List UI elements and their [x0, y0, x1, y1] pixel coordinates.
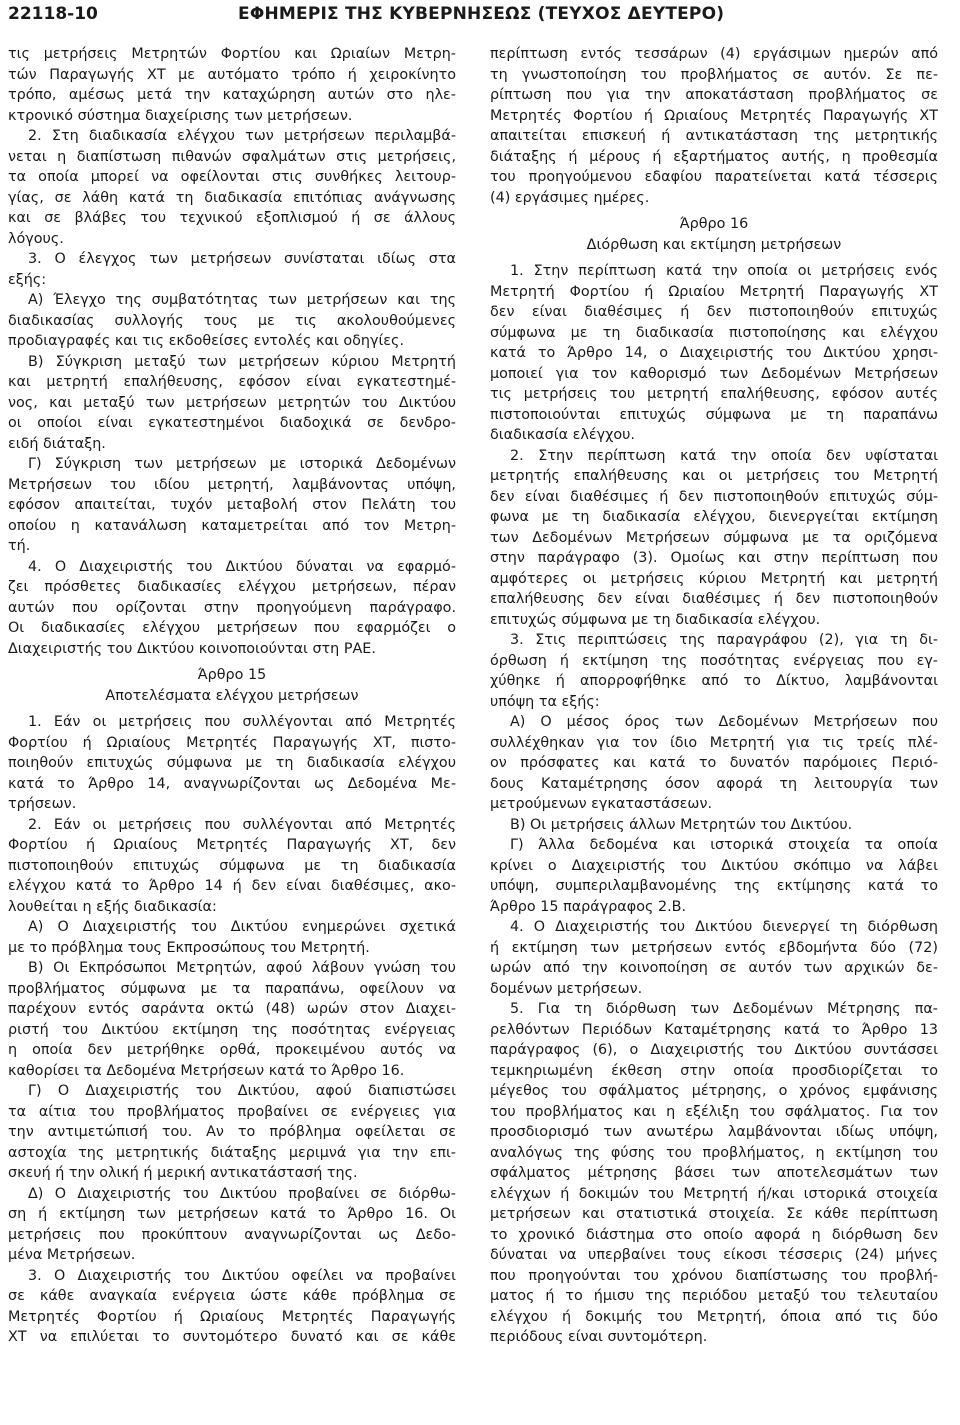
text-line: μετρήσεις που προκύπτουν αναγνωρίζονται ως Δεδο- [8, 1226, 456, 1243]
text-line: κρίνει ο Διαχειριστής του Δικτύου σκόπιμο να λάβει [490, 857, 938, 874]
text-line: οποίου η κατανάλωση καταμετρείται από τον Μετρη- [8, 517, 456, 534]
text-line: ελέγχων ή δοκιμών του Μετρητή ή/και ιστορικά στοιχεία [490, 1185, 938, 1202]
article-heading: Άρθρο 16 [679, 216, 749, 232]
text-line: Μετρητές Φορτίου ή Ωριαίους Μετρητές Παραγωγής ΧΤ [490, 107, 938, 124]
text-line: τεμκηριωμένη έκθεση στην οποία προσδιορίζεται το [490, 1062, 938, 1079]
text-line: του προηγούμενου εδαφίου παρατείνεται κατά τέσσερις [490, 169, 938, 185]
text-line: μέγεθος του σφάλματος μέτρησης, ο χρόνος εμφάνισης [490, 1083, 938, 1099]
text-line: διαδικασίας συλλογής τους με τις ακολουθούμενες [8, 312, 456, 329]
text-line: Οι διαδικασίες ελέγχου μετρήσεων που εφαρμόζει ο [8, 620, 456, 636]
text-line: τις μετρήσεις του μετρητή επαλήθευσης, εφόσον αυτές [490, 386, 938, 402]
gazette-title: ΕΦΗΜΕΡΙΣ ΤΗΣ ΚΥΒΕΡΝΗΣΕΩΣ (ΤΕΥΧΟΣ ΔΕΥΤΕΡΟ) [238, 4, 725, 24]
text-line: 1. Εάν οι μετρήσεις που συλλέγονται από Μετρητές [28, 714, 456, 730]
text-line: (4) εργάσιμες ημέρες. [490, 189, 650, 206]
text-line: Δ) Ο Διαχειριστής του Δικτύου προβαίνει σε διόρθω- [28, 1185, 456, 1202]
text-line: δεν είναι διαθέσιμες ή δεν πιστοποιηθούν επιτυχώς [490, 304, 938, 320]
text-line: 2. Στην περίπτωση κατά την οποία δεν υφίσταται [510, 447, 938, 464]
right-column [490, 44, 938, 1348]
text-line: των Δεδομένων Μετρήσεων σύμφωνα με τα οριζόμενα [490, 529, 938, 546]
text-line: στην παράγραφο (3). Ομοίως και στην περίπτωση που [490, 550, 938, 566]
text-line: οι οποίοι είναι εγκατεστημένοι διαδοχικά σε δενδρο- [8, 415, 456, 431]
text-line: Γ) Σύγκριση των μετρήσεων με ιστορικά Δεδομένων [28, 456, 456, 472]
text-line: σε κάθε αναγκαία ενέργεια ώστε κάθε πρόβλημα σε [8, 1288, 456, 1304]
text-line: Γ) Ο Διαχειριστής του Δικτύου, αφού διαπιστώσει [28, 1083, 456, 1099]
page-number: 22118-10 [8, 4, 98, 24]
text-line: τρήσεων. [8, 796, 77, 812]
text-line: επαλήθευσης δεν είναι διαθέσιμες ή δεν πιστοποιηθούν [490, 591, 938, 607]
text-line: το χρονικό διάστημα στο οποίο αφορά η διόρθωση δεν [490, 1226, 938, 1243]
text-line: ον πρόσφατες και κατά το δυνατόν παρόμοιες Περιό- [490, 755, 938, 771]
text-line: τών Παραγωγής ΧΤ με αυτόματο τρόπο ή χειροκίνητο [8, 66, 456, 83]
text-line: Α) Ο μέσος όρος των Δεδομένων Μετρήσεων που [510, 714, 938, 730]
page-header [0, 0, 960, 40]
text-line: Β) Οι Εκπρόσωποι Μετρητών, αφού λάβουν γνώση του [28, 960, 456, 976]
text-line: 3. Στις περιπτώσεις της παραγράφου (2), για τη δι- [510, 632, 938, 648]
text-line: Μετρητές Φορτίου ή Ωριαίους Μετρητές Παραγωγής [8, 1308, 456, 1325]
text-line: που προηγούνται του χρόνου διαπίστωσης του προβλή- [490, 1267, 938, 1284]
text-line: γίας, σε λάθη κατά τη διαδικασία επιτόπιας ανάγνωσης [8, 189, 456, 206]
text-line: Μετρήσεων του ιδίου μετρητή, λαμβάνοντας υπόψη, [8, 476, 456, 493]
text-line: Διαχειριστής του Δικτύου κοινοποιούνται στη ΡΑΕ. [8, 640, 376, 657]
text-line: περίπτωση εντός τεσσάρων (4) εργάσιμων ημερών από [490, 46, 938, 62]
text-line: μετρήσεων και στατιστικά στοιχεία. Σε κάθε περίπτωση [490, 1206, 938, 1222]
text-line: Φορτίου ή Ωριαίους Μετρητές Παραγωγής ΧΤ, δεν [8, 837, 456, 853]
text-line: όρθωση ή εκτίμηση της ποσότητας ενέργειας που εγ- [490, 652, 938, 669]
text-line: σύμφωνα με τη διαδικασία πιστοποίησης και ελέγχου [490, 324, 938, 341]
text-line: Α) Ο Διαχειριστής του Δικτύου ενημερώνει σχετικά [28, 919, 456, 935]
text-line: αμφότερες οι μετρήσεις κύριου Μετρητή και μετρητή [490, 570, 938, 587]
text-line: Γ) Άλλα δεδομένα και ιστορικά στοιχεία τα οποία [510, 837, 938, 853]
text-line: ή εκτίμηση των μετρήσεων εντός εβδομήντα δύο (72) [490, 939, 938, 956]
text-line: Β) Σύγκριση μεταξύ των μετρήσεων κύριου Μετρητή [28, 353, 456, 370]
text-line: ριστή του Δικτύου εκτίμηση της ποσότητας ενέργειας [8, 1021, 456, 1038]
text-line: μένα Μετρήσεων. [8, 1247, 136, 1263]
text-line: διάταξης ή μέρους ή εξαρτήματος αυτής, η προθεσμία [490, 148, 938, 165]
text-line: την αντιμετώπισή του. Αν το πρόβλημα οφείλεται σε [8, 1124, 456, 1140]
text-line: ποιηθούν επιτυχώς σύμφωνα με τη διαδικασία ελέγχου [8, 755, 456, 771]
article-title: Αποτελέσματα ελέγχου μετρήσεων [105, 687, 359, 704]
text-line: ρίπτωση που για την αποκατάσταση προβλήματος σε [490, 87, 938, 103]
text-line: σφάλματος μέτρησης βάσει των αποτελεσμάτων των [490, 1165, 938, 1181]
text-line: μετρητής επαλήθευσης και οι μετρήσεις του Μετρητή [490, 468, 938, 484]
text-line: περιόδους είναι συντομότερη. [490, 1329, 708, 1345]
text-line: ρελθόντων Περιόδων Καταμέτρησης κατά το Άρθρο 13 [490, 1021, 938, 1038]
text-line: 4. Ο Διαχειριστής του Δικτύου διενεργεί τη διόρθωση [510, 919, 938, 935]
text-line: και σε βλάβες του τεχνικού εξοπλισμού ή σε άλλους [8, 210, 456, 226]
text-line: ωρών από την κοινοποίηση σε αυτόν των αρχικών δε- [490, 960, 938, 976]
text-line: τα οποία μπορεί να οφείλονται στις συνθήκες λειτουρ- [8, 169, 456, 185]
text-line: πιστοποιηθούν επιτυχώς σύμφωνα με τη διαδικασία [8, 857, 456, 874]
text-line: 1. Στην περίπτωση κατά την οποία οι μετρήσεις ενός [510, 263, 938, 279]
text-line: χύθηκε ή απορροφήθηκε από το Δίκτυο, λαμβάνονται [490, 673, 938, 689]
text-line: καθορίσει τα Δεδομένα Μετρήσεων κατά το Άρθρο 16. [8, 1062, 405, 1079]
text-line: 5. Για τη διόρθωση των Δεδομένων Μέτρησης πα- [510, 1001, 938, 1017]
text-line: και μετρητή επαλήθευσης, εφόσον είναι εγκατεστημέ- [8, 374, 456, 390]
text-line: 2. Εάν οι μετρήσεις που συλλέγονται από Μετρητές [28, 816, 456, 833]
text-line: τή. [8, 538, 31, 554]
text-line: τη γνωστοποίηση του προβλήματος σε αυτόν. Σε πε- [490, 66, 938, 83]
left-column [8, 44, 456, 1348]
text-line: Α) Έλεγχο της συμβατότητας των μετρήσεων και της [28, 292, 456, 308]
text-line: ΧΤ να επιλύεται το συντομότερο δυνατό και σε κάθε [8, 1329, 456, 1345]
text-line: παράγραφος (6), ο Διαχειριστής του Δικτύου συντάσσει [490, 1042, 938, 1058]
text-line: απαιτείται επισκευή ή αντικατάσταση της μετρητικής [490, 128, 938, 144]
text-line: δεν είναι διαθέσιμες ή δεν πιστοποιηθούν επιτυχώς σύμ- [490, 488, 938, 505]
text-line: νος, και μεταξύ των μετρήσεων μετρητών του Δικτύου [8, 394, 456, 411]
text-line: δομένων μετρήσεων. [490, 980, 643, 997]
text-line: νεται η διαπίστωση πιθανών σφαλμάτων στις μετρήσεις, [8, 148, 456, 165]
text-line: 3. Ο έλεγχος των μετρήσεων συνίσταται ιδίως στα [28, 251, 456, 267]
text-line: αναλόγως της φύσης του προβλήματος, η εκτίμηση του [490, 1144, 938, 1161]
text-line: επιτυχώς σύμφωνα με τη διαδικασία ελέγχου. [490, 611, 821, 628]
text-line: δύναται να υπερβαίνει τους είκοσι τέσσερις (24) μήνες [490, 1247, 938, 1263]
text-line: συλλέχθηκαν για τον ίδιο Μετρητή για τις τρείς πλέ- [490, 734, 938, 751]
article-title: Διόρθωση και εκτίμηση μετρήσεων [586, 236, 842, 253]
text-line: 4. Ο Διαχειριστής του Δικτύου δύναται να εφαρμό- [28, 558, 456, 575]
text-line: πιστοποιούνται επιτυχώς σύμφωνα με τη παραπάνω [490, 406, 938, 423]
text-line: ειδή διάταξη. [8, 435, 106, 452]
text-line: λουθείται η εξής διαδικασία: [8, 898, 217, 915]
text-line: προδιαγραφές και τις εκδοθείσες εντολές και οδηγίες. [8, 333, 405, 349]
text-line: κατά το Άρθρο 14, ο Διαχειριστής του Δικτύου χρησι- [490, 345, 938, 361]
text-line: τις μετρήσεις Μετρητών Φορτίου και Ωριαίων Μετρη- [8, 46, 456, 62]
text-line: μοποιεί για τον καθορισμό των Δεδομένων Μετρήσεων [490, 365, 938, 382]
text-line: με το πρόβλημα τους Εκπροσώπους του Μετρητή. [8, 939, 370, 956]
text-line: κατά το Άρθρο 14, αναγνωρίζονται ως Δεδομένα Με- [8, 775, 456, 792]
text-line: εξής: [8, 271, 47, 288]
text-line: του προβλήματος και η εξέλιξη του σφάλματος. Για τον [490, 1103, 938, 1120]
text-line: λόγους. [8, 230, 64, 247]
text-line: μετρούμενων εγκαταστάσεων. [490, 796, 713, 812]
text-line: αστοχία της μετρητικής διάταξης μεριμνά για την επι- [8, 1144, 456, 1161]
text-line: δους Καταμέτρησης όσον αφορά τη λειτουργία των [490, 775, 938, 792]
text-line: αυτών που ορίζονται στην προηγούμενη παράγραφο. [8, 599, 456, 616]
text-line: η οποία δεν μετρήθηκε ορθά, προκειμένου αυτός να [8, 1042, 456, 1058]
article-heading: Άρθρο 15 [197, 667, 267, 683]
text-line: τρόπο, αμέσως μετά την καταχώρηση αυτών στο ηλε- [8, 87, 456, 103]
text-line: κτρονικό σύστημα διαχείρισης των μετρήσεων. [8, 107, 353, 124]
text-line: Άρθρο 15 παράγραφος 2.Β. [490, 898, 687, 915]
text-line: ελέγχου κατά το Άρθρο 14 ή δεν είναι διαθέσιμες, ακο- [8, 878, 456, 894]
text-line: Β) Οι μετρήσεις άλλων Μετρητών του Δικτύου. [510, 816, 853, 833]
text-line: ματος ή το ήμισυ της περιόδου μεταξύ του τελευταίου [490, 1288, 938, 1304]
text-line: προβλήματος σύμφωνα με τα παραπάνω, οφείλουν να [8, 980, 456, 997]
text-line: υπόψη τα εξής: [490, 693, 600, 710]
text-line: ζει πρόσθετες διαδικασίες ελέγχου μετρήσεων, πέραν [8, 579, 456, 595]
text-line: σκευή ή την ολική ή μερική αντικατάστασή της. [8, 1165, 358, 1181]
text-line: ελέγχου ή δοκιμής του Μετρητή, όποια από τις δύο [490, 1308, 938, 1325]
text-line: Φορτίου ή Ωριαίους Μετρητές Παραγωγής ΧΤ, πιστο- [8, 734, 456, 751]
text-line: παρέχουν εντός σαράντα οκτώ (48) ωρών στον Διαχει- [8, 1001, 456, 1017]
text-line: 2. Στη διαδικασία ελέγχου των μετρήσεων περιλαμβά- [28, 128, 456, 144]
text-line: φωνα με τη διαδικασία ελέγχου, διενεργείται εκτίμηση [490, 509, 938, 525]
text-line: προσδιορισμό των ανωτέρω λαμβάνονται ιδίως υπόψη, [490, 1124, 938, 1140]
text-line: ση ή εκτίμηση των μετρήσεων κατά το Άρθρο 16. Οι [8, 1206, 456, 1222]
text-line: Μετρητή Φορτίου ή Ωριαίου Μετρητή Παραγωγής ΧΤ [490, 283, 938, 300]
text-line: τα αίτια του προβλήματος προβαίνει σε ενέργειες για [8, 1103, 456, 1120]
text-line: 3. Ο Διαχειριστής του Δικτύου οφείλει να προβαίνει [28, 1267, 456, 1284]
text-line: εφόσον απαιτείται, τυχόν μεταβολή στον Πελάτη του [8, 497, 456, 513]
text-line: υπόψη, συμπεριλαμβανομένης της εκτίμησης κατά το [490, 878, 938, 894]
text-line: διαδικασία ελέγχου. [490, 427, 635, 443]
